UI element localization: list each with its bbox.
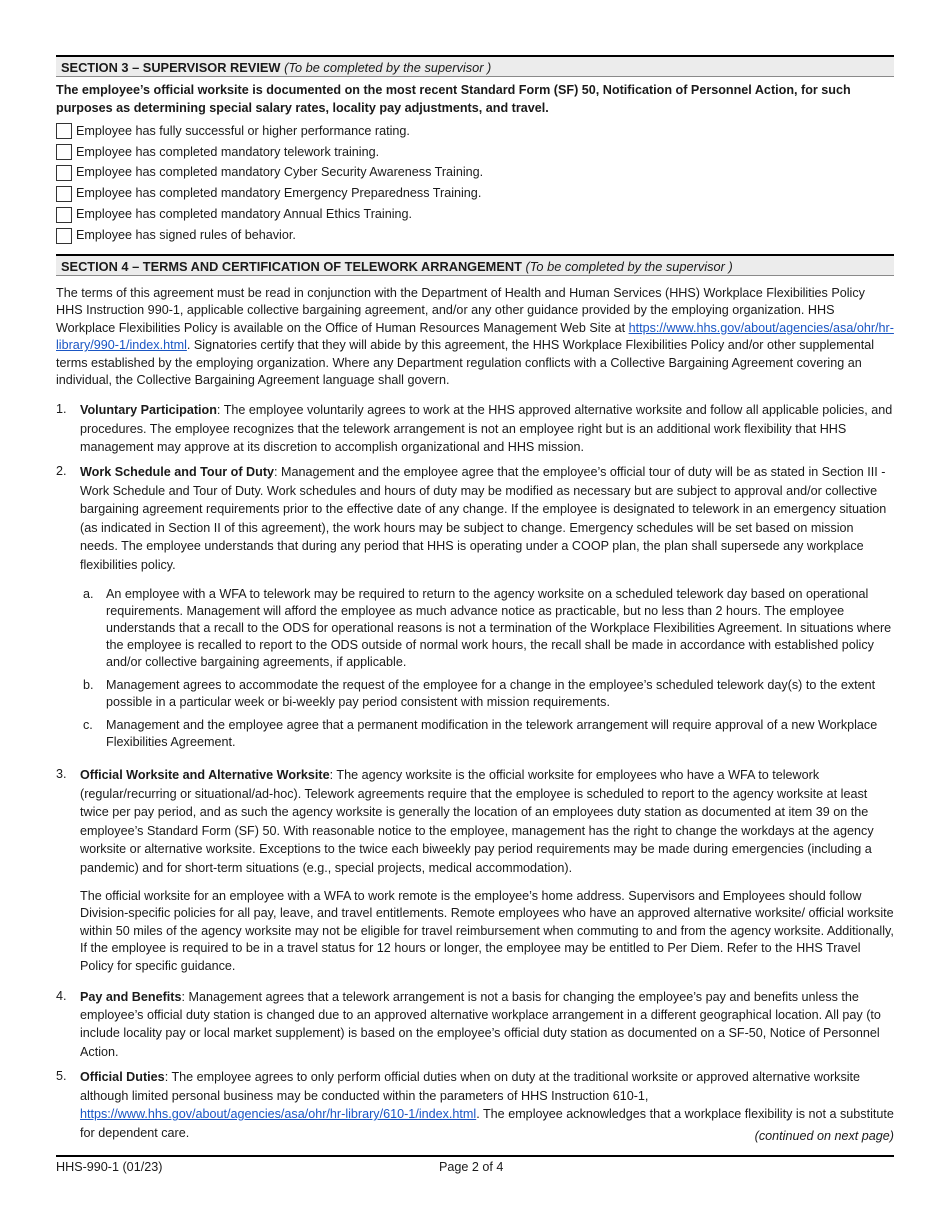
checklist-item bbox=[56, 184, 894, 205]
item-text: : The agency worksite is the official worksite for employees who have a WFA to telework (regular/recurring or situational/ad-hoc). Telework agreements require that the employee is scheduled to report to the agency worksite at least twice per pay period, and as such the agency worksite is generally the location of an employees duty station as documented at item 39 on the employee’s Standard Form (SF) 50. With reasonable notice to the employee, management has the right to change the workdays at the agency worksite or alternative worksite. Exceptions to the twice each biweekly pay period requirements may be made during emergencies (including a pandemic) and for short-term situations (e.g., special projects, medical accommodation). bbox=[80, 768, 874, 875]
section-4-header bbox=[56, 254, 894, 276]
item-heading: Official Worksite and Alternative Worksite bbox=[80, 768, 330, 782]
terms-intro-text-continued: . Signatories certify that they will abide by this agreement, the HHS Workplace Flexibilities Policy and/or other supplemental terms established by the employing organization. Where any Department regulation conflicts with a Collective Bargaining Agreement covering an individual, the Collective Bargaining Agreement language shall govern. bbox=[56, 338, 875, 388]
personal-business-policy-link[interactable]: https://www.hhs.gov/about/agencies/asa/ohr/hr-library/610-1/index.html bbox=[80, 1107, 477, 1122]
item-heading: Pay and Benefits bbox=[80, 990, 182, 1004]
remote-worksite-text: The official worksite for an employee with a WFA to work remote is the employee’s home address. Supervisors and Employees should follow Division-specific policies for all pay, leave, and travel entitlements. Remote employees who have an approved alternative worksite/ official worksite within 50 miles of the agency worksite may not be eligible for travel reimbursement when commuting to and from the agency worksite. Additionally, If the employee is required to be in a travel status for 12 hours or longer, the employee may be entitled to Per Diem. Refer to the HHS Travel Policy for specific guidance. bbox=[80, 889, 894, 973]
subitem-text: Management and the employee agree that a permanent modification in the telework arrangement will require approval of a new Workplace Flexibilities Agreement. bbox=[106, 718, 878, 750]
emergency-preparedness-checkbox[interactable] bbox=[56, 186, 72, 202]
item-heading: Voluntary Participation bbox=[80, 403, 217, 417]
item-text: : Management agrees that a telework arrangement is not a basis for changing the employee’s pay and benefits unless the employee’s official duty station is changed due to an approved alternative workplace arrangement in a different geographical location. All pay (to include locality pay or local market supplement) is based on the employee’s official duty station as documented on a SF-50, Notice of Personnel Action. bbox=[80, 990, 881, 1059]
checklist-label: Employee has fully successful or higher performance rating. bbox=[76, 123, 410, 138]
cyber-security-checkbox[interactable] bbox=[56, 165, 72, 181]
subitem-letter: b. bbox=[83, 678, 94, 692]
checklist-item bbox=[56, 163, 894, 184]
checklist-label: Employee has completed mandatory Annual Ethics Training. bbox=[76, 207, 413, 222]
checklist-label: Employee has signed rules of behavior. bbox=[76, 228, 296, 243]
workplace-flexibilities-policy-link[interactable]: https://www.hhs.gov/about/agencies/asa/ohr/hr-library/990-1/index.html bbox=[56, 320, 894, 353]
footer-divider bbox=[56, 1155, 894, 1157]
remote-worksite-paragraph bbox=[56, 888, 894, 975]
checklist-item bbox=[56, 225, 894, 246]
subitem-permanent-modification bbox=[80, 717, 894, 751]
section-4-title: SECTION 4 – TERMS AND CERTIFICATION OF TELEWORK ARRANGEMENT bbox=[61, 259, 522, 274]
item-number: 2. bbox=[56, 464, 67, 478]
checklist-label: Employee has completed mandatory Cyber Security Awareness Training. bbox=[76, 165, 484, 180]
section-3-title: SECTION 3 – SUPERVISOR REVIEW bbox=[61, 60, 281, 75]
terms-intro-paragraph bbox=[56, 285, 894, 389]
subitem-schedule-change bbox=[80, 677, 894, 711]
performance-checkbox[interactable] bbox=[56, 123, 72, 139]
worksite-statement: The employee’s official worksite is documented on the most recent Standard Form (SF) 50, Notification of Personnel Action, for such purposes as determining special salary rates, locality pay adjustments, and travel. bbox=[56, 83, 851, 115]
item-number: 3. bbox=[56, 767, 67, 781]
item-number: 1. bbox=[56, 402, 67, 416]
rules-of-behavior-checkbox[interactable] bbox=[56, 228, 72, 244]
term-item-pay-and-benefits bbox=[56, 988, 894, 1061]
term-item-official-worksite bbox=[56, 766, 894, 878]
item-number: 5. bbox=[56, 1069, 67, 1083]
ethics-training-checkbox[interactable] bbox=[56, 207, 72, 223]
telework-training-checkbox[interactable] bbox=[56, 144, 72, 160]
item-text: : The employee agrees to only perform official duties when on duty at the traditional worksite or approved alternative worksite although limited personal business may be conducted within the parameters of HHS Instruction 610-1, bbox=[80, 1070, 861, 1103]
item-heading: Work Schedule and Tour of Duty bbox=[80, 465, 275, 479]
checklist-item bbox=[56, 205, 894, 226]
terms-intro-text: The terms of this agreement must be read in conjunction with the Department of Health and Human Services (HHS) Workplace Flexibilities Policy HHS Instruction 990-1, applicable collective bargaining agreement, and/or any other guidance provided by the employing organization. HHS Workplace Flexibilities Policy is available on the Office of Human Resources Management Web Site at bbox=[56, 286, 865, 335]
page-number: Page 2 of 4 bbox=[439, 1160, 504, 1174]
item-text-continued: . The employee acknowledges that a workplace flexibility is not a substitute for dependent care. bbox=[80, 1107, 894, 1140]
term-item-work-schedule bbox=[56, 463, 894, 575]
item-heading: Official Duties bbox=[80, 1070, 165, 1084]
supervisor-checklist bbox=[56, 121, 894, 246]
subitem-text: Management agrees to accommodate the request of the employee for a change in the employee’s scheduled telework day(s) to the extent possible in a particular week or bi-weekly pay period consistent with mission requirements. bbox=[106, 678, 876, 710]
item-text: : The employee voluntarily agrees to work at the HHS approved alternative worksite and follow all applicable policies, and procedures. The employee recognizes that the telework arrangement is not an employee right but is an additional work flexibility that HHS management may approve at its discretion to accomplish organizational and HHS mission. bbox=[80, 403, 893, 455]
section-3-note: (To be completed by the supervisor ) bbox=[284, 60, 492, 75]
term-item-voluntary-participation bbox=[56, 401, 894, 457]
subitem-letter: c. bbox=[83, 718, 93, 732]
checklist-item bbox=[56, 121, 894, 142]
subitem-text: An employee with a WFA to telework may be required to return to the agency worksite on a scheduled telework day based on operational requirements. Management will afford the employee as much advance notice as practicable, but no less than 2 hours. The employee understands that a recall to the ODS for operational reasons is not a termination of the Workplace Flexibilities Agreement. In situations where the employee is recalled to report to the ODS outside of normal work hours, the recall shall be made in accordance with established policy and/or collective bargaining agreements, if applicable. bbox=[106, 587, 892, 670]
checklist-label: Employee has completed mandatory Emergency Preparedness Training. bbox=[76, 186, 482, 201]
item-number: 4. bbox=[56, 989, 67, 1003]
continued-note: (continued on next page) bbox=[754, 1129, 894, 1143]
checklist-item bbox=[56, 142, 894, 163]
subitem-recall bbox=[80, 586, 894, 671]
form-number: HHS-990-1 (01/23) bbox=[56, 1160, 163, 1174]
subitem-letter: a. bbox=[83, 587, 94, 601]
checklist-label: Employee has completed mandatory telework training. bbox=[76, 144, 380, 159]
item-text: : Management and the employee agree that the employee’s official tour of duty will be as stated in Section III - Work Schedule and Tour of Duty. Work schedules and hours of duty may be modified as necessary but are subject to approval and/or collective bargaining agreement requirements prior to the effective date of any change. If the employee is designated to telework in an emergency situation (as indicated in Section II of this agreement), the work hours may be subject to change. Emergency schedules will be set based on mission needs. The employee understands that during any period that HHS is operating under a COOP plan, the plan shall supersede any workplace flexibilities policy. bbox=[80, 465, 887, 572]
section-4-note: (To be completed by the supervisor ) bbox=[525, 259, 733, 274]
section-3-header bbox=[56, 55, 894, 77]
